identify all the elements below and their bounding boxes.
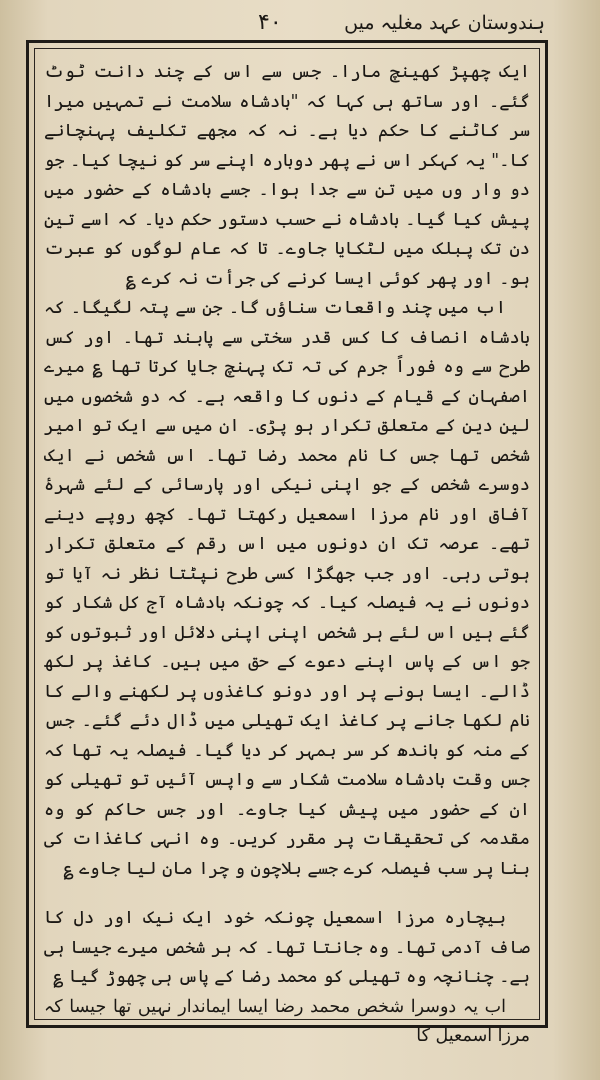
paragraph-justice-anecdote: اب میں چند واقعات سناؤں گا۔ جن سے پتہ لگیگا۔ کہ بادشاہ انصاف کا کس قدر سختی سے پابند تھا۔ اور کس طرح سے وہ فوراً جرم کی تہ تک پہنچ جایا کرتا تھا ؏ میرے اصفہان کے قیام کے دنوں کا واقعہ ہے۔ کہ دو شخصوں میں لین دین کے متعلق تکرار ہو پڑی۔ ان میں سے ایک تو امیر شخص تھا جس کا نام محمد رضا تھا۔ اس شخص نے ایک دوسرے شخص کے جو اپنی نیکی اور پارسائی کے لئے شہرۂ آفاق اور نام مرزا اسمعیل رکھتا تھا۔ کچھ روپے دینے تھے۔ عرصہ تک ان دونوں میں اس رقم کے متعلق تکرار ہوتی رہی۔ اور جب جھگڑا کسی طرح نپٹتا نظر نہ آیا تو دونوں نے یہ فیصلہ کیا۔ کہ چونکہ بادشاہ آج کل شکار کو گئے ہیں اس لئے ہر شخص اپنی اپنی دلائل اور ثبوتوں کو جو اس کے پاس اپنے دعوے کے حق میں ہیں۔ کاغذ پر لکھ ڈالے۔ ایسا ہونے پر اور دونو کاغذوں پر لکھنے والے کا نام لکھا جانے پر کاغذ ایک تھیلی میں ڈال دئے گئے۔ جس کے منہ کو باندھ کر سر بمہر کر دیا گیا۔ فیصلہ یہ تھا کہ جس وقت بادشاہ سلامت شکار سے واپس آئیں تو تھیلی کو ان کے حضور میں پیش کیا جاوے۔ اور جس حاکم کو وہ مقدمہ کی تحقیقات پر مقرر کریں۔ وہ انہی کاغذات کی بنا پر سب فیصلہ کرے جسے بلاچون و چرا مان لیا جاوے ؏ bbox=[44, 298, 530, 879]
paragraph-mirza-ismail: بیچارہ مرزا اسمعیل چونکہ خود ایک نیک اور دل کا صاف آدمی تھا۔ وہ جانتا تھا۔ کہ ہر شخص میرے جیسا ہی ہے۔ چنانچہ وہ تھیلی کو محمد رضا کے پاس ہی چھوڑ گیا ؏ bbox=[44, 908, 530, 987]
body-text bbox=[44, 58, 530, 1046]
running-title: ہندوستان عہد مغلیہ میں bbox=[344, 12, 545, 34]
paragraph-spacer bbox=[44, 884, 530, 904]
page-header bbox=[0, 8, 600, 42]
page-number: ۴۰ bbox=[258, 10, 282, 35]
paragraph-execution: ایک چھپڑ کھینچ مارا۔ جس سے اس کے چند دانت ٹوٹ گئے۔ اور ساتھ ہی کہا کہ "بادشاہ سلامت نے تمہیں میرا سر کاٹنے کا حکم دیا ہے۔ نہ کہ مجھے تکلیف پہنچانے کا۔" یہ کہکر اس نے پھر دوبارہ اپنے سر کو نیچا کیا۔ جو دو وار وں میں تن سے جدا ہوا۔ جسے بادشاہ کے حضور میں پیش کیا گیا۔ بادشاہ نے حسب دستور حکم دیا۔ کہ اسے تین دن تک پبلک میں لٹکایا جاوے۔ تا کہ عام لوگوں کو عبرت ہو۔ اور پھر کوئی ایسا کرنے کی جرأت نہ کرے ؏ bbox=[44, 62, 530, 289]
paragraph-muhammad-raza: اب یہ دوسرا شخص محمد رضا ایسا ایماندار نہیں تھا جیسا کہ مرزا اسمعیل کا bbox=[44, 996, 530, 1046]
